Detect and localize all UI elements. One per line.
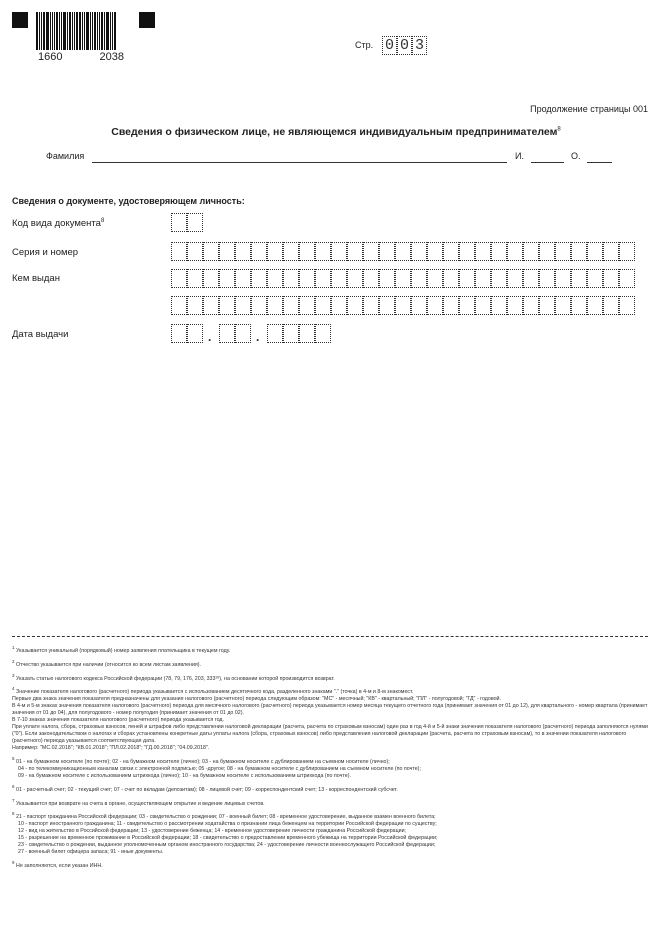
footnote xyxy=(12,685,648,696)
input-cell[interactable] xyxy=(475,269,491,288)
input-cell[interactable] xyxy=(235,296,251,315)
barcode-bar xyxy=(72,12,73,50)
input-cell[interactable] xyxy=(283,296,299,315)
page-number-cells xyxy=(382,36,427,55)
issued-by-cells-row1[interactable] xyxy=(171,269,635,288)
input-cell[interactable] xyxy=(459,296,475,315)
footnote-text: В 4-м и 5-м знаках значения показателя налогового (расчетного) периода для месячного налогового (расчетного) периода указывается номер месяца текущего отчетного года (принимает значения от 01 до 12), для квартального - номер квартала (принимает значения от 01 до 04), для полугодового - номер полугодия (принимает значения от 01 до 02). xyxy=(12,703,648,717)
footnote-ref: 5 xyxy=(12,756,15,762)
footnote-text: 27 - военный билет офицера запаса; 91 - иные документы. xyxy=(18,849,164,856)
input-cell[interactable] xyxy=(363,242,379,261)
barcode-bar xyxy=(99,12,100,50)
footnote-ref: 7 xyxy=(12,797,15,803)
input-cell[interactable] xyxy=(251,242,267,261)
input-cell[interactable] xyxy=(315,242,331,261)
page-title xyxy=(0,126,672,138)
input-cell[interactable] xyxy=(539,296,555,315)
footnote xyxy=(12,810,648,821)
footnote-text: Например: "МС.02.2018"; "КВ.01.2018"; "ПЛ.02.2018"; "ГД.00.2018"; "04.09.2018". xyxy=(12,745,210,752)
footnote-text: 12 - вид на жительство в Российской федерации; 13 - удостоверение беженца; 14 - временное удостоверение личности гражданина Российской федерации; xyxy=(18,828,407,835)
input-cell[interactable] xyxy=(331,269,347,288)
input-cell[interactable] xyxy=(395,242,411,261)
input-cell[interactable] xyxy=(491,269,507,288)
input-cell[interactable] xyxy=(555,269,571,288)
input-cell[interactable] xyxy=(235,324,251,343)
input-cell[interactable] xyxy=(411,242,427,261)
barcode-bar xyxy=(61,12,62,50)
first-initial-field[interactable] xyxy=(531,150,564,163)
page-digit: 0 xyxy=(382,36,397,55)
surname-label: Фамилия xyxy=(46,151,85,161)
page-digit: 3 xyxy=(412,36,427,55)
footnote-ref: 9 xyxy=(12,860,15,866)
footnote-ref: 8 xyxy=(12,811,15,817)
barcode-bar xyxy=(69,12,71,50)
footnote-text: Отчество указывается при наличии (относится ко всем листам заявления). xyxy=(16,661,202,668)
footnote-text: 01 - на бумажном носителе (по почте); 02 - на бумажном носителе (лично); 03 - на бумажном носителе с дублированием на съемном носителе (лично); xyxy=(16,758,390,765)
input-cell[interactable] xyxy=(347,296,363,315)
input-cell[interactable] xyxy=(443,269,459,288)
footnote-divider xyxy=(12,636,648,637)
input-cell[interactable] xyxy=(251,296,267,315)
footnote xyxy=(12,658,648,669)
input-cell[interactable] xyxy=(315,324,331,343)
input-cell[interactable] xyxy=(411,269,427,288)
input-cell[interactable] xyxy=(267,296,283,315)
continuation-note: Продолжение страницы 001 xyxy=(530,104,648,114)
barcode-bar xyxy=(86,12,89,50)
page-digit: 0 xyxy=(397,36,412,55)
middle-initial-label: О. xyxy=(571,151,581,161)
footnote-text: 21 - паспорт гражданина Российской федерации; 03 - свидетельство о рождении; 07 - военный билет; 08 - временное удостоверение, выданное взамен военного билета; xyxy=(16,814,436,821)
doc-code-label-text: Код вида документа xyxy=(12,218,101,230)
footnote-ref: 3 xyxy=(12,672,15,678)
issue-year-cells[interactable] xyxy=(267,324,331,343)
footnote-ref: 4 xyxy=(12,686,15,692)
input-cell[interactable] xyxy=(347,269,363,288)
barcode-bar xyxy=(110,12,111,50)
input-cell[interactable] xyxy=(299,269,315,288)
barcode-bar xyxy=(56,12,58,50)
input-cell[interactable] xyxy=(395,296,411,315)
barcode-bar xyxy=(82,12,83,50)
page-title-text: Сведения о физическом лице, не являющемся индивидуальным предпринимателем xyxy=(111,126,558,138)
barcode-bar xyxy=(36,12,38,50)
input-cell[interactable] xyxy=(171,296,187,315)
input-cell[interactable] xyxy=(347,242,363,261)
input-cell[interactable] xyxy=(219,296,235,315)
footnote xyxy=(12,755,648,766)
input-cell[interactable] xyxy=(459,269,475,288)
footnote-text: 23 - свидетельство о рождении, выданное уполномоченным органом иностранного государства; 24 - удостоверение личности военнослужащего Российской федерации; xyxy=(18,842,436,849)
barcode-bar xyxy=(104,12,105,50)
footnote xyxy=(12,696,648,703)
footnote-text: 01 - расчетный счет; 02 - текущий счет; 07 - счет по вкладам (депозитам); 08 - лицевой счет; 09 - корреспондентский счет; 13 - корреспондентский субсчет. xyxy=(16,786,398,793)
input-cell[interactable] xyxy=(299,324,315,343)
input-cell[interactable] xyxy=(427,269,443,288)
input-cell[interactable] xyxy=(219,242,235,261)
input-cell[interactable] xyxy=(267,242,283,261)
input-cell[interactable] xyxy=(587,269,603,288)
input-cell[interactable] xyxy=(187,296,203,315)
input-cell[interactable] xyxy=(571,269,587,288)
doc-code-cells[interactable] xyxy=(171,213,203,232)
footnote-text: Первые два знака значения показателя предназначены для указания налогового (расчетного) периода следующим образом: "МС" - месячный; "КВ" - квартальный; "ПЛ" - полугодовой; "ГД" - годовой. xyxy=(12,696,501,703)
date-separator: . xyxy=(208,330,212,344)
input-cell[interactable] xyxy=(507,242,523,261)
barcode-bar xyxy=(79,12,81,50)
input-cell[interactable] xyxy=(443,242,459,261)
input-cell[interactable] xyxy=(203,242,219,261)
barcode-bar xyxy=(41,12,42,50)
input-cell[interactable] xyxy=(523,296,539,315)
input-cell[interactable] xyxy=(331,242,347,261)
input-cell[interactable] xyxy=(315,296,331,315)
barcode-bar xyxy=(59,12,60,50)
barcode-right-number: 2038 xyxy=(99,51,124,63)
footnote-text: В 7-10 знаках значения показателя налогового (расчетного) периода указывается год. xyxy=(12,717,224,724)
input-cell[interactable] xyxy=(603,296,619,315)
footnote xyxy=(12,724,648,745)
footnote-text: Указать статью налогового кодекса Российской федерации (78, 79, 176, 203, 333¹⁰), на основании которой производится возврат. xyxy=(16,675,335,682)
issue-day-cells[interactable] xyxy=(171,324,203,343)
footnote-text: При уплате налога, сбора, страховых взносов, пеней и штрафов либо представлении налоговой декларации (расчета, расчета по страховым взносам) один раз в год 4-й и 5-й знаки значения показателя налогового (расчетного) периода заполняются нулями ("0"). Если законодательством о налогах и сборах установлены конкретные даты уплаты налога (сбора, страховых взносов) либо представления налоговой декларации (расчета, расчета по страховым взносам), то в значении показателя налогового (расчетного) периода указывается соответствующая дата. xyxy=(12,724,648,745)
series-number-cells[interactable] xyxy=(171,242,635,261)
footnote-ref: 1 xyxy=(12,645,15,650)
footnote xyxy=(12,849,648,856)
input-cell[interactable] xyxy=(395,269,411,288)
input-cell[interactable] xyxy=(571,296,587,315)
input-cell[interactable] xyxy=(251,269,267,288)
input-cell[interactable] xyxy=(235,269,251,288)
input-cell[interactable] xyxy=(267,324,283,343)
input-cell[interactable] xyxy=(299,242,315,261)
barcode-bar xyxy=(74,12,75,50)
barcode-bar xyxy=(97,12,98,50)
input-cell[interactable] xyxy=(187,324,203,343)
input-cell[interactable] xyxy=(555,242,571,261)
input-cell[interactable] xyxy=(587,242,603,261)
barcode-bars xyxy=(36,12,126,50)
barcode-bar xyxy=(84,12,85,50)
doc-code-label xyxy=(12,218,104,229)
footnote-text: Значение показателя налогового (расчетного) периода указывается с использованием десятичного кода, разделенного знаками "." (точка) в 4-м и 8-м знакомест. xyxy=(16,689,414,696)
input-cell[interactable] xyxy=(539,242,555,261)
input-cell[interactable] xyxy=(267,269,283,288)
series-number-label: Серия и номер xyxy=(12,247,79,258)
input-cell[interactable] xyxy=(283,269,299,288)
barcode-bar xyxy=(76,12,78,50)
input-cell[interactable] xyxy=(523,242,539,261)
footnote xyxy=(12,745,648,752)
input-cell[interactable] xyxy=(171,242,187,261)
page-label: Стр. xyxy=(355,40,374,50)
issue-month-cells[interactable] xyxy=(219,324,251,343)
corner-marker-left xyxy=(12,12,28,28)
footnote-ref: 2 xyxy=(12,658,15,664)
input-cell[interactable] xyxy=(203,296,219,315)
input-cell[interactable] xyxy=(475,296,491,315)
input-cell[interactable] xyxy=(475,242,491,261)
input-cell[interactable] xyxy=(619,296,635,315)
input-cell[interactable] xyxy=(363,296,379,315)
surname-field[interactable] xyxy=(92,150,507,163)
input-cell[interactable] xyxy=(491,242,507,261)
input-cell[interactable] xyxy=(315,269,331,288)
barcode-bar xyxy=(43,12,45,50)
input-cell[interactable] xyxy=(219,324,235,343)
input-cell[interactable] xyxy=(555,296,571,315)
issued-by-label: Кем выдан xyxy=(12,273,60,284)
barcode-bar xyxy=(94,12,96,50)
footnote xyxy=(12,783,648,794)
barcode-bar xyxy=(112,12,113,50)
input-cell[interactable] xyxy=(539,269,555,288)
input-cell[interactable] xyxy=(299,296,315,315)
input-cell[interactable] xyxy=(619,269,635,288)
issued-by-cells-row2[interactable] xyxy=(171,296,635,315)
input-cell[interactable] xyxy=(171,324,187,343)
input-cell[interactable] xyxy=(411,296,427,315)
corner-marker-right xyxy=(139,12,155,28)
input-cell[interactable] xyxy=(331,296,347,315)
input-cell[interactable] xyxy=(603,242,619,261)
barcode-bar xyxy=(106,12,109,50)
barcode-bar xyxy=(101,12,103,50)
input-cell[interactable] xyxy=(619,242,635,261)
input-cell[interactable] xyxy=(187,269,203,288)
barcode-bar xyxy=(54,12,55,50)
footnotes xyxy=(12,644,648,873)
footnote-ref: 6 xyxy=(12,783,15,789)
footnote xyxy=(12,859,648,870)
barcode-bar xyxy=(90,12,91,50)
title-footnote-ref: 8 xyxy=(557,126,561,133)
footnote xyxy=(12,773,648,780)
barcode-bar xyxy=(39,12,40,50)
footnote-text: Указывается уникальный (порядковый) номер заявления плательщика в текущем году. xyxy=(16,647,231,654)
input-cell[interactable] xyxy=(379,242,395,261)
input-cell[interactable] xyxy=(507,296,523,315)
input-cell[interactable] xyxy=(219,269,235,288)
input-cell[interactable] xyxy=(363,269,379,288)
input-cell[interactable] xyxy=(187,242,203,261)
input-cell[interactable] xyxy=(379,296,395,315)
footnote-text: 09 - на бумажном носителе с использованием штрихкода (лично); 10 - на бумажном носителе с использованием штрихкода (по почте). xyxy=(18,772,351,779)
barcode-bar xyxy=(114,12,116,50)
input-cell[interactable] xyxy=(235,242,251,261)
input-cell[interactable] xyxy=(571,242,587,261)
input-cell[interactable] xyxy=(459,242,475,261)
footnote-text: 04 - по телекоммуникационным каналам связи с электронной подписью; 05 -другое; 08 - на бумажном носителе с дублированием на съемном носителе (по почте); xyxy=(18,765,421,772)
barcode-bar xyxy=(50,12,51,50)
input-cell[interactable] xyxy=(523,269,539,288)
middle-initial-field[interactable] xyxy=(587,150,612,163)
barcode-bar xyxy=(92,12,93,50)
input-cell[interactable] xyxy=(603,269,619,288)
first-initial-label: И. xyxy=(515,151,524,161)
date-separator: . xyxy=(256,330,260,344)
issue-date-label: Дата выдачи xyxy=(12,329,69,340)
footnote xyxy=(12,703,648,717)
footnote-text: 15 - разрешение на временное проживание в Российской федерации; 18 - свидетельство о предоставлении временного убежища на территории Российской федерации; xyxy=(18,835,438,842)
input-cell[interactable] xyxy=(427,296,443,315)
input-cell[interactable] xyxy=(283,324,299,343)
footnote xyxy=(12,717,648,724)
footnote xyxy=(12,644,648,655)
input-cell[interactable] xyxy=(587,296,603,315)
barcode xyxy=(36,12,126,64)
footnote xyxy=(12,672,648,683)
input-cell[interactable] xyxy=(507,269,523,288)
footnote xyxy=(12,797,648,808)
input-cell[interactable] xyxy=(203,269,219,288)
barcode-bar xyxy=(52,12,53,50)
section-title: Сведения о документе, удостоверяющем личность: xyxy=(12,196,245,206)
input-cell[interactable] xyxy=(443,296,459,315)
doc-code-footnote-ref: 8 xyxy=(100,218,105,224)
input-cell[interactable] xyxy=(187,213,203,232)
barcode-bar xyxy=(46,12,49,50)
barcode-left-number: 1660 xyxy=(38,51,63,63)
input-cell[interactable] xyxy=(427,242,443,261)
input-cell[interactable] xyxy=(283,242,299,261)
footnote-text: Не заполняются, если указан ИНН. xyxy=(16,862,103,869)
footnote xyxy=(12,766,648,773)
input-cell[interactable] xyxy=(171,269,187,288)
barcode-bar xyxy=(67,12,68,50)
input-cell[interactable] xyxy=(379,269,395,288)
footnote-text: 10 - паспорт иностранного гражданина; 11 - свидетельство о рассмотрении ходатайства о признании лица беженцем на территории Российской федерации по существу; xyxy=(18,821,437,828)
input-cell[interactable] xyxy=(171,213,187,232)
footnote-text: Указывается при возврате на счета в органе, осуществляющем открытие и ведение лицевых счетов. xyxy=(16,800,265,807)
input-cell[interactable] xyxy=(491,296,507,315)
barcode-bar xyxy=(63,12,66,50)
